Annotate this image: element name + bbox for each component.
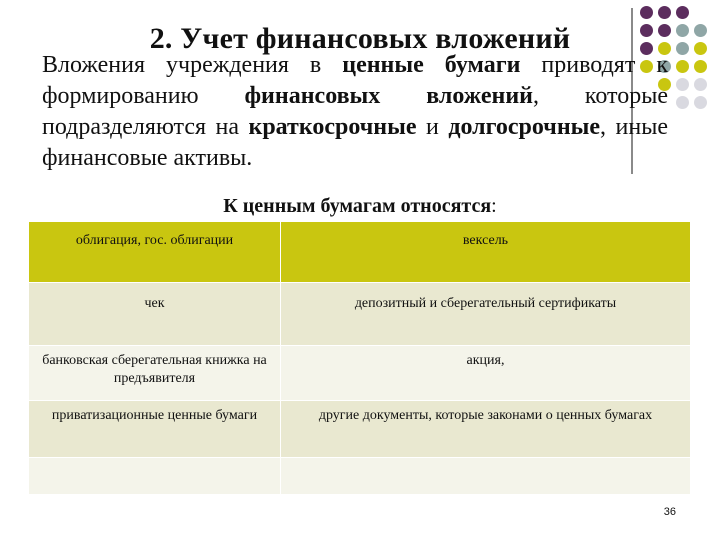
page-number: 36 xyxy=(663,506,676,518)
table-row xyxy=(29,458,691,495)
para-bold-investments: финансовых вложений xyxy=(244,83,533,109)
table-cell: банковская сберегательная книжка на предъявителя xyxy=(29,346,281,401)
para-bold-long-term: долгосрочные xyxy=(448,114,601,140)
securities-table xyxy=(28,221,691,495)
para-text-5: , иные финансовые активы. xyxy=(42,114,668,171)
slide-title: 2. Учет финансовых вложений xyxy=(149,22,571,55)
table-cell xyxy=(29,458,281,495)
intro-paragraph xyxy=(42,50,668,174)
para-text-2: приводят к формированию xyxy=(42,52,668,109)
table-cell: чек xyxy=(29,283,281,346)
decorative-dot xyxy=(694,78,707,91)
decorative-dot xyxy=(676,60,689,73)
decorative-dot xyxy=(694,60,707,73)
table-cell: вексель xyxy=(281,222,691,283)
table-row xyxy=(29,222,691,283)
decorative-dot xyxy=(694,6,707,19)
decorative-dot xyxy=(676,6,689,19)
para-bold-securities: ценные бумаги xyxy=(342,52,521,78)
table-cell: приватизационные ценные бумаги xyxy=(29,401,281,458)
table-row xyxy=(29,346,691,401)
para-text-4: и xyxy=(416,114,449,140)
table-cell: облигация, гос. облигации xyxy=(29,222,281,283)
table-cell xyxy=(281,458,691,495)
table-subtitle xyxy=(0,195,720,218)
table-row xyxy=(29,401,691,458)
para-text-3: , которые подразделяются на xyxy=(42,83,669,140)
table-cell: акция, xyxy=(281,346,691,401)
table-row xyxy=(29,283,691,346)
decorative-dot xyxy=(640,6,653,19)
para-bold-short-term: краткосрочные xyxy=(248,114,417,140)
decorative-dot xyxy=(658,6,671,19)
table-cell: депозитный и сберегательный сертификаты xyxy=(281,283,691,346)
subtitle-text: К ценным бумагам относятся xyxy=(223,195,492,217)
para-text-1: Вложения учреждения в xyxy=(42,52,343,78)
decorative-dot xyxy=(676,78,689,91)
table-cell: другие документы, которые законами о ценных бумагах xyxy=(281,401,691,458)
decorative-dot xyxy=(676,96,689,109)
subtitle-colon: : xyxy=(491,195,497,217)
decorative-dot xyxy=(694,96,707,109)
